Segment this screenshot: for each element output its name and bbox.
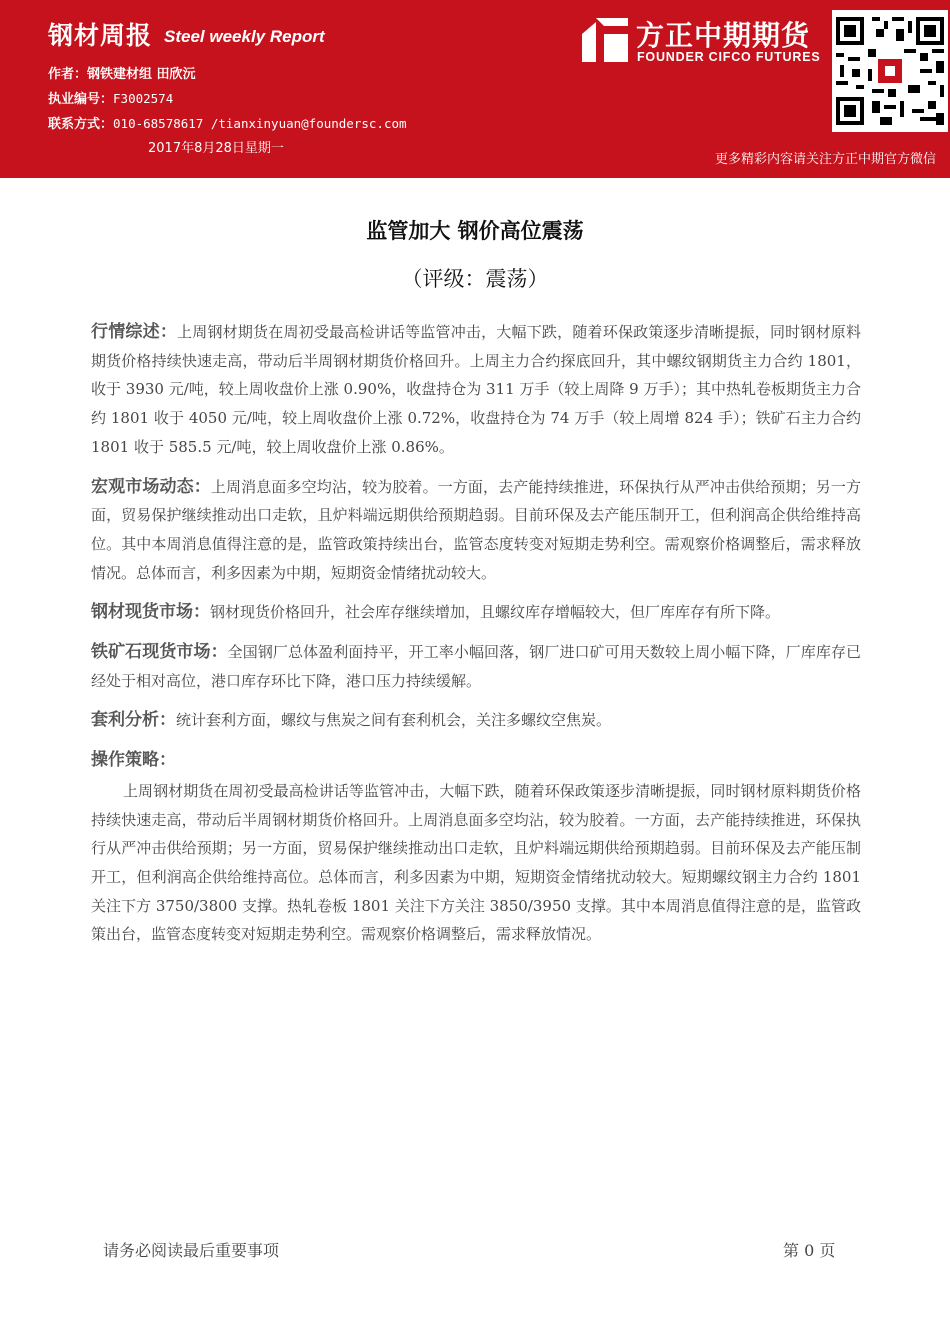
author-value: 钢铁建材组 田欣沅 xyxy=(87,67,196,82)
author-line xyxy=(48,63,196,82)
document-title: 监管加大 钢价高位震荡 xyxy=(366,219,584,243)
license-value: F3002574 xyxy=(113,91,174,106)
section-iron-ore-spot xyxy=(91,638,861,695)
report-body xyxy=(91,318,861,960)
report-header xyxy=(0,0,950,170)
section-arbitrage xyxy=(91,706,861,735)
section-label: 行情综述： xyxy=(91,322,178,342)
section-text: 统计套利方面，螺纹与焦炭之间有套利机会，关注多螺纹空焦炭。 xyxy=(176,711,612,730)
section-macro xyxy=(91,473,861,588)
contact-line xyxy=(48,113,407,132)
strategy-heading: 操作策略： xyxy=(91,750,176,771)
license-line xyxy=(48,88,173,107)
section-steel-spot xyxy=(91,598,861,627)
report-date: 2017年8月28日星期一 xyxy=(148,141,284,156)
strategy-text: 上周钢材期货在周初受最高检讲话等监管冲击，大幅下跌，随着环保政策逐步清晰提振，同时钢材原料期货价格持续快速走高，带动后半周钢材期货价格回升。上周消息面多空均沾，较为胶着。一方面，去产能持续推进，环保执行从严冲击供给预期；另一方面，贸易保护继续推动出口走软，且炉料端远期供给预期趋弱。目前环保及去产能压制开工，但利润高企供给维持高位。总体而言，利多因素为中期，短期资金情绪扰动较大。短期螺纹钢主力合约 1801 关注下方 3750/3800 支撑。热轧卷板 1801 关注下方关注 3850/3950 支撑。其中本周消息值得注意的是，监管政策出台，监管态度转变对短期走势利空。需观察价格调整后，需求释放情况。 xyxy=(91,781,861,944)
section-text: 钢材现货价格回升，社会库存继续增加，且螺纹库存增幅较大，但厂库库存有所下降。 xyxy=(210,603,781,622)
document-rating: （评级：震荡） xyxy=(401,267,549,291)
section-market-summary xyxy=(91,318,861,462)
report-title: 钢材周报 xyxy=(48,21,153,50)
founder-logo-icon xyxy=(582,18,628,62)
wechat-follow-text: 更多精彩内容请关注方正中期官方微信 xyxy=(714,152,936,167)
section-label: 钢材现货市场： xyxy=(91,602,210,623)
section-label: 宏观市场动态： xyxy=(91,476,211,497)
brand-name-en: FOUNDER CIFCO FUTURES xyxy=(637,50,821,64)
report-subtitle: Steel weekly Report xyxy=(164,27,325,46)
license-label: 执业编号： xyxy=(48,92,114,107)
section-text: 上周消息面多空均沾，较为胶着。一方面，去产能持续推进，环保执行从严冲击供给预期；另一方面，贸易保护继续推动出口走软，且炉料端远期供给预期趋弱。目前环保及去产能压制开工，但利润高企供给维持高位。其中本周消息值得注意的是，监管政策持续出台，监管态度转变对短期走势利空。需观察价格调整后，需求释放情况。总体而言，利多因素为中期，短期资金情绪扰动较大。 xyxy=(91,477,861,582)
section-label: 铁矿石现货市场： xyxy=(91,642,228,663)
section-label: 套利分析： xyxy=(91,710,176,731)
contact-value[interactable]: 010-68578617 /tianxinyuan@foundersc.com xyxy=(113,116,407,131)
author-label: 作者： xyxy=(48,67,88,82)
section-text: 全国钢厂总体盈利面持平，开工率小幅回落，钢厂进口矿可用天数较上周小幅下降，厂库库存已经处于相对高位，港口库存环比下降，港口压力持续缓解。 xyxy=(91,643,861,690)
header-rule xyxy=(0,170,950,178)
contact-label: 联系方式： xyxy=(48,117,114,132)
section-text: 上周钢材期货在周初受最高检讲话等监管冲击，大幅下跌，随着环保政策逐步清晰提振，同时钢材原料期货价格持续快速走高，带动后半周钢材期货价格回升。上周主力合约探底回升，其中螺纹钢期货主力合约 1801，收于 3930 元/吨，较上周收盘价上涨 0.90%，收盘持仓为 311 万手（较上周降 9 万手）；其中热轧卷板期货主力合约 1801 收于 4050 元/吨，较上周收盘价上涨 0.72%，收盘持仓为 74 万手（较上周增 824 手）；铁矿石主力合约 1801 收于 585.5 元/吨，较上周收盘价上涨 0.86%。 xyxy=(91,323,862,456)
footer-notice: 请务必阅读最后重要事项 xyxy=(103,1241,280,1260)
qr-code-icon[interactable] xyxy=(832,10,948,132)
brand-name-cn: 方正中期期货 xyxy=(636,19,811,52)
page-number: 第 0 页 xyxy=(783,1241,836,1260)
